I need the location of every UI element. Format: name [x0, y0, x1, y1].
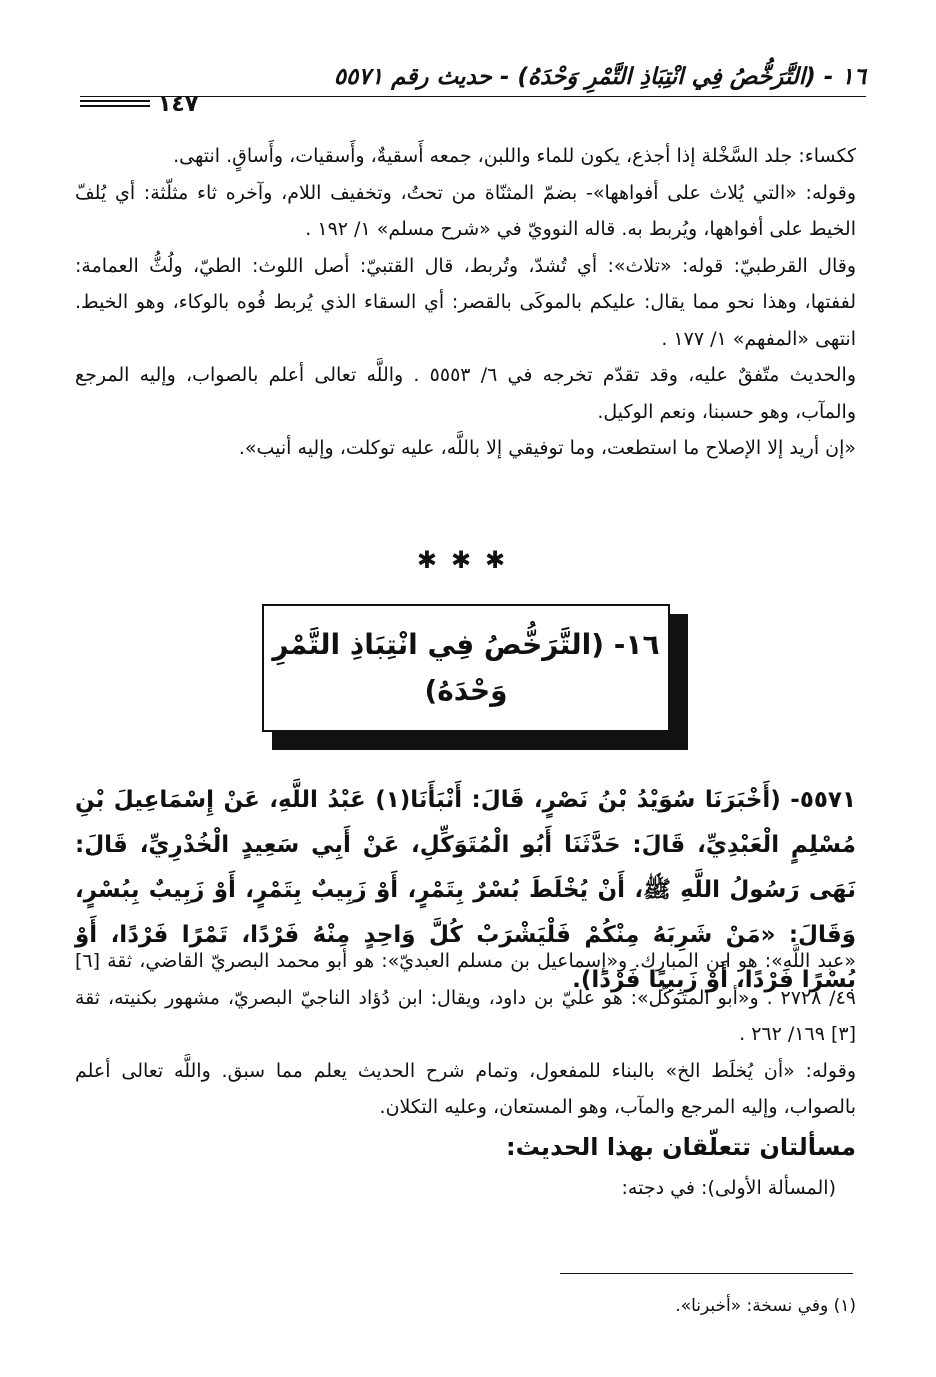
- page-number-area: [80, 92, 230, 120]
- paragraph-saqa-definition: ككساء: جلد السَّخْلة إذا أجذع، يكون للماء واللبن، جمعه أَسقيةٌ، وأَسقيات، وأَساقٍ. انتهى.: [173, 145, 856, 167]
- section-heading: مسألتان تتعلّقان بهذا الحديث:: [506, 1132, 856, 1161]
- sub-heading-first-issue: (المسألة الأولى): في دجته:: [621, 1176, 836, 1199]
- footnote-rule: [560, 1273, 853, 1274]
- chapter-title-line-2: وَحْدَهُ): [424, 674, 508, 707]
- paragraph-narrators: «عبد اللَّه»: هو ابن المبارك. و«إسماعيل بن مسلم العبديّ»: هو أبو محمد البصريّ القاضي، ثقة [٦] ٤٩/ ٢٧٢٨ . و«أبو المتوكّل»: هو عليّ بن داود، ويقال: ابن دُؤاد الناجيّ البصريّ، مشهور بكنيته، ثقة [٣] ١٦٩/ ٢٦٢ .: [75, 950, 856, 1045]
- commentary-block: [75, 943, 856, 1208]
- paragraph-yulath-explanation: وقوله: «التي يُلاث على أفواهها»- بضمّ المثنّاة من تحتُ، وتخفيف اللام، وآخره ثاء مثلّثة: أي يُلفّ الخيط على أفواهها، ويُربط به. قاله النوويّ في «شرح مسلم» ١/ ١٩٢ .: [75, 181, 856, 240]
- paragraph-hadith-agreed: والحديث متّفقٌ عليه، وقد تقدّم تخرجه في ٦/ ٥٥٥٣ . واللَّه تعالى أعلم بالصواب، وإليه المرجع والمآب، وهو حسبنا، ونعم الوكيل.: [75, 364, 856, 423]
- footnote: (١) وفي نسخة: «أخبرنا».: [675, 1296, 856, 1316]
- chapter-title-line-1: ١٦- (التَّرَخُّصُ فِي انْتِبَاذِ التَّمْرِ: [272, 628, 660, 661]
- top-text-block: [75, 138, 856, 467]
- running-header-title: ١٦ - (التَّرَخُّصُ فِي انْتِبَاذِ التَّمْرِ وَحْدَهُ) - حديث رقم ٥٥٧١: [333, 64, 866, 90]
- page-number: ١٤٧: [158, 92, 199, 117]
- hadith-text: ٥٥٧١- (أَخْبَرَنَا سُوَيْدُ بْنُ نَصْرٍ، قَالَ: أَنْبَأَنَا(١) عَبْدُ اللَّهِ، عَنْ إِسْمَاعِيلَ بْنِ مُسْلِمٍ الْعَبْدِيِّ، قَالَ: حَدَّثَنَا أَبُو الْمُتَوَكِّلِ، عَنْ أَبِي سَعِيدٍ الْخُدْرِيِّ، قَالَ: نَهَى رَسُولُ اللَّهِ ﷺ، أَنْ يُخْلَطَ بُسْرٌ بِتَمْرٍ، أَوْ زَبِيبٌ بِتَمْرٍ، أَوْ زَبِيبٌ بِبُسْرٍ، وَقَالَ: «مَنْ شَرِبَهُ مِنْكُمْ فَلْيَشْرَبْ كُلَّ وَاحِدٍ مِنْهُ فَرْدًا، تَمْرًا فَرْدًا، أَوْ بُسْرًا فَرْدًا، أَوْ زَبِيبًا فَرْدًا).: [75, 787, 856, 993]
- paragraph-explanation: وقوله: «أن يُخلَط الخ» بالبناء للمفعول، وتمام شرح الحديث يعلم مما سبق. واللَّه تعالى أعلم بالصواب، وإليه المرجع والمآب، وهو المستعان، وعليه التكلان.: [75, 1059, 856, 1118]
- section-separator-stars: ✱✱✱: [416, 546, 520, 574]
- running-header: [80, 64, 866, 117]
- chapter-title-box: [262, 604, 670, 732]
- paragraph-closing-verse: «إن أريد إلا الإصلاح ما استطعت، وما توفيقي إلا باللَّه، عليه توكلت، وإليه أنيب».: [238, 437, 856, 459]
- paragraph-qurtubi-quote: وقال القرطبيّ: قوله: «تلاث»: أي تُشدّ، وتُربط، قال القتبيّ: أصل اللوث: الطيّ، ولُثُّ العمامة: لففتها، وهذا نحو مما يقال: عليكم بالموكَى بالقصر: أي السقاء الذي يُربط فُوه بالوكاء، وهو الخيط. انتهى «المفهم» ١/ ١٧٧ .: [75, 254, 856, 350]
